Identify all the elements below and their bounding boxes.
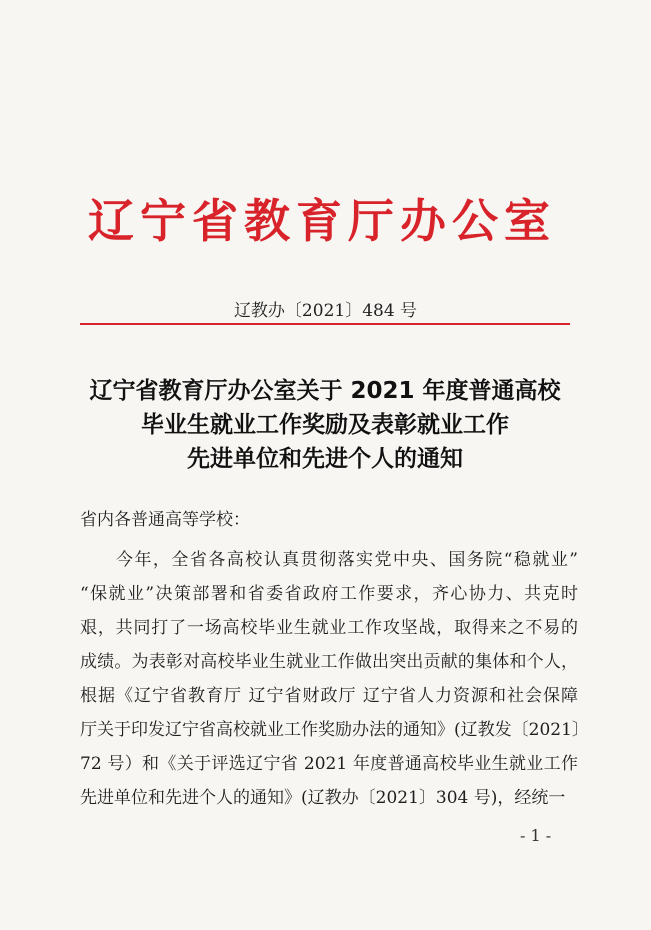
body-line: 先进单位和先进个人的通知》(辽教办〔2021〕304 号)，经统一 <box>80 788 566 808</box>
body-line: 成绩。为表彰对高校毕业生就业工作做出突出贡献的集体和个人， <box>80 652 578 672</box>
salutation: 省内各普通高等学校： <box>80 510 250 530</box>
red-divider-line <box>80 323 570 325</box>
body-line: 今年，全省各高校认真贯彻落实党中央、国务院“稳就业” <box>116 550 578 570</box>
body-line: 艰，共同打了一场高校毕业生就业工作攻坚战，取得来之不易的 <box>80 618 578 638</box>
body-line: 72 号）和《关于评选辽宁省 2021 年度普通高校毕业生就业工作 <box>80 754 578 774</box>
body-line: “保就业”决策部署和省委省政府工作要求，齐心协力、共克时 <box>80 584 578 604</box>
body-line: 厅关于印发辽宁省高校就业工作奖励办法的通知》(辽教发〔2021〕 <box>80 720 589 740</box>
agency-header-title: 辽宁省教育厅办公室 <box>88 194 556 248</box>
body-line: 根据《辽宁省教育厅 辽宁省财政厅 辽宁省人力资源和社会保障 <box>80 686 578 706</box>
page-number: - 1 - <box>520 826 552 845</box>
notice-title-line-3: 先进单位和先进个人的通知 <box>187 446 463 472</box>
notice-title-line-1: 辽宁省教育厅办公室关于 2021 年度普通高校 <box>89 378 561 404</box>
notice-title-line-2: 毕业生就业工作奖励及表彰就业工作 <box>141 412 509 438</box>
document-number: 辽教办〔2021〕484 号 <box>233 301 418 321</box>
